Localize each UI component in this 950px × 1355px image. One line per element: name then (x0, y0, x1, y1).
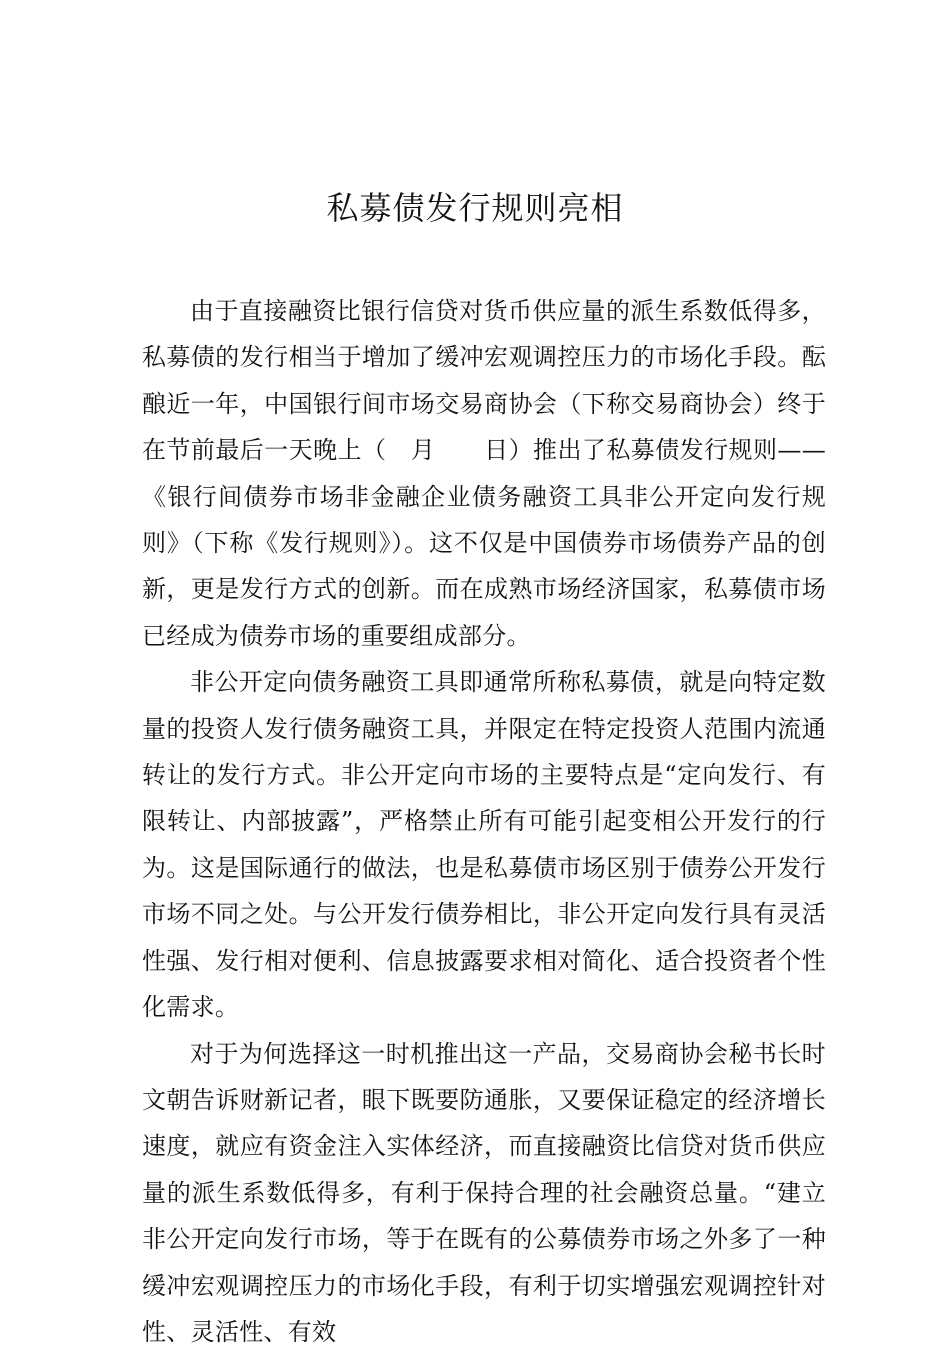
document-body (142, 288, 826, 1355)
paragraph-2: 非公开定向债务融资工具即通常所称私募债，就是向特定数量的投资人发行债务融资工具，并限定在特定投资人范围内流通转让的发行方式。非公开定向市场的主要特点是“定向发行、有限转让、内部披露”，严格禁止所有可能引起变相公开发行的行为。这是国际通行的做法，也是私募债市场区别于债券公开发行市场不同之处。与公开发行债券相比，非公开定向发行具有灵活性强、发行相对便利、信息披露要求相对简化、适合投资者个性化需求。 (142, 659, 826, 1030)
paragraph-1: 由于直接融资比银行信贷对货币供应量的派生系数低得多，私募债的发行相当于增加了缓冲宏观调控压力的市场化手段。酝酿近一年，中国银行间市场交易商协会（下称交易商协会）终于在节前最后一天晚上（ 月 日）推出了私募债发行规则——《银行间债券市场非金融企业债务融资工具非公开定向发行规则》（下称《发行规则》）。这不仅是中国债券市场债券产品的创新，更是发行方式的创新。而在成熟市场经济国家，私募债市场已经成为债券市场的重要组成部分。 (142, 288, 826, 659)
paragraph-3: 对于为何选择这一时机推出这一产品，交易商协会秘书长时文朝告诉财新记者，眼下既要防通胀，又要保证稳定的经济增长速度，就应有资金注入实体经济，而直接融资比信贷对货币供应量的派生系数低得多，有利于保持合理的社会融资总量。“建立非公开定向发行市场，等于在既有的公募债券市场之外多了一种缓冲宏观调控压力的市场化手段，有利于切实增强宏观调控针对性、灵活性、有效 (142, 1031, 826, 1355)
document-title: 私募债发行规则亮相 (0, 186, 950, 230)
